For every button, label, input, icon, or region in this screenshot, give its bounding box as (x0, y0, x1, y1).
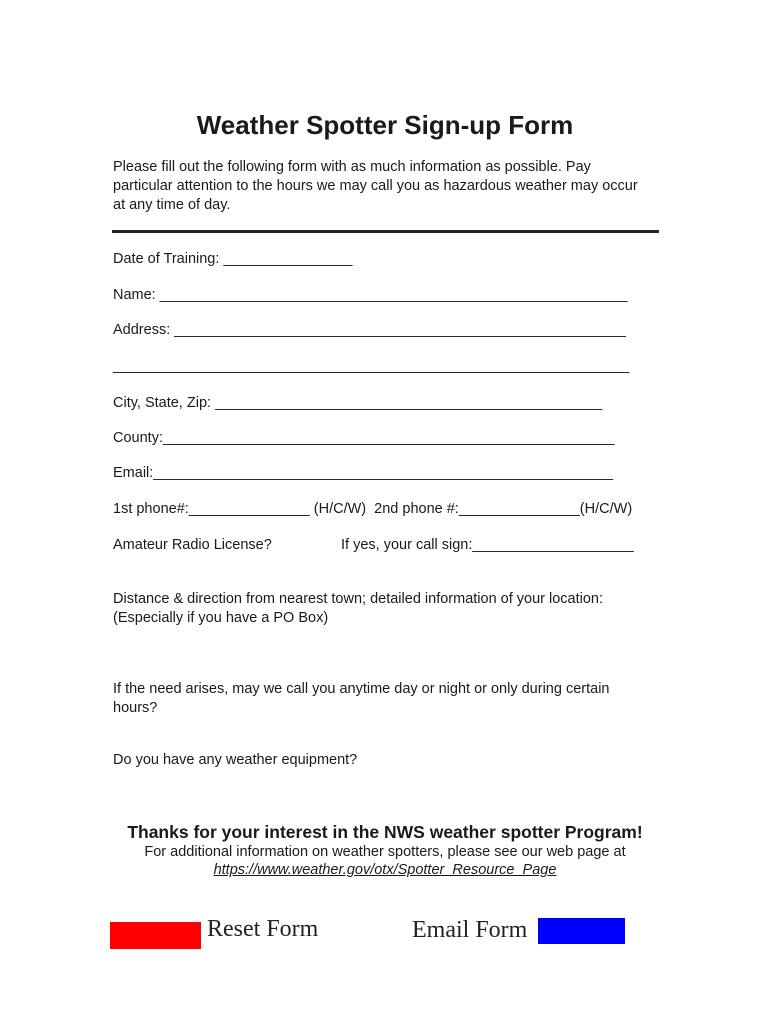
phone-fields[interactable]: 1st phone#:_______________ (H/C/W) 2nd phone #:_______________(H/C/W) (113, 501, 633, 517)
county-field[interactable]: County:________________________________________________________ (113, 430, 615, 446)
call-sign-field[interactable]: If yes, your call sign:____________________ (341, 537, 634, 553)
form-title: Weather Spotter Sign-up Form (196, 110, 574, 140)
info-text: For additional information on weather spotters, please see our web page at (144, 844, 626, 860)
distance-question: Distance & direction from nearest town; detailed information of your location: (Especially if you have a PO Box) (113, 591, 604, 626)
intro-text: Please fill out the following form with as much information as possible. Pay particular attention to the hours we may call you as hazardous weather may occur at any time of day. (113, 159, 638, 213)
resource-link[interactable]: https://www.weather.gov/otx/Spotter_Resource_Page (213, 862, 557, 878)
email-field[interactable]: Email:_________________________________________________________ (113, 465, 613, 481)
email-button-label[interactable]: Email Form (412, 917, 528, 943)
name-field[interactable]: Name: __________________________________________________________ (113, 287, 628, 303)
address-field[interactable]: Address: ________________________________________________________ (113, 322, 626, 338)
equipment-question: Do you have any weather equipment? (113, 752, 358, 768)
city-state-zip-field[interactable]: City, State, Zip: ________________________________________________ (113, 395, 603, 411)
email-button[interactable] (538, 918, 625, 944)
reset-button[interactable] (110, 922, 201, 949)
divider (112, 230, 659, 233)
call-hours-question: If the need arises, may we call you anytime day or night or only during certain hours? (113, 681, 610, 716)
address-line2-field[interactable]: ________________________________________________________________ (113, 358, 630, 374)
thanks-heading: Thanks for your interest in the NWS weather spotter Program! (127, 822, 643, 842)
date-of-training-field[interactable]: Date of Training: ________________ (113, 251, 353, 267)
ham-license-label: Amateur Radio License? (113, 537, 272, 553)
reset-button-label[interactable]: Reset Form (207, 916, 319, 942)
